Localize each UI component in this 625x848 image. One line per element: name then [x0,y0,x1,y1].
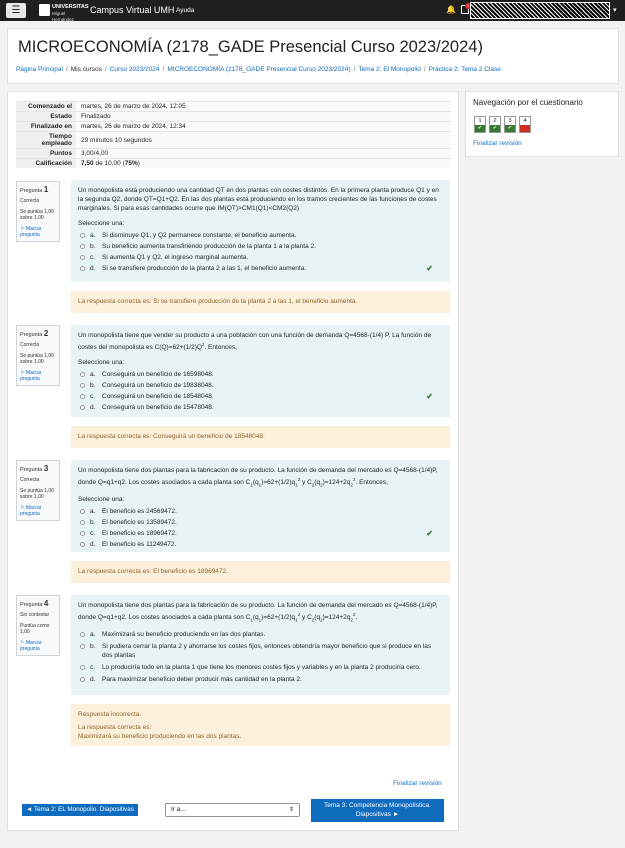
check-icon: ✔ [490,125,500,132]
user-avatar-redacted[interactable] [470,2,610,19]
finish-review-link[interactable]: Finalizar revisión [393,780,442,787]
breadcrumb-quiz[interactable]: Práctica 2: Tema 2 Clase [428,66,501,73]
question-2-feedback: La respuesta correcta es: Conseguirá un beneficio de 18548048. [71,426,450,448]
radio-icon [80,644,85,649]
breadcrumb-my-courses: Mis cursos [70,66,102,73]
check-icon: ✔ [505,125,515,132]
help-menu[interactable]: Ayuda [176,7,195,14]
radio-icon [80,255,85,260]
umh-logo[interactable] [39,3,89,22]
radio-icon [80,266,85,271]
prev-activity-button[interactable]: ◄ Tema 2: EL Monopolio. Diapositivas [22,804,138,816]
question-status: Correcta [20,198,40,204]
question-1-content: Un monopolista está produciendo una cantidad QT en dos plantas con costes distintos. En la primera planta produce Q1 y en la segunda Q2, donde QT=Q1+Q2. En las dos plantas está produciendo en los tramos crecientes de las funciones de costes marginales. Si para esas cantidades ocurre que IM(QT)>CM1(Q1)<CM2(Q2) Seleccione una: a. Si disminuye Q1, y Q2 permanece constante, el beneficio aumenta. b. Su beneficio aumenta transfiriendo producción de la planta 1 a la planta 2. c. Si aumenta Q1 y Q2, el ingreso marginal aumenta. d. Si se transfiere producción de la planta 2 a las 1, el beneficio aumenta. ✔ [71,180,450,282]
bell-icon[interactable]: 🔔 [446,5,456,14]
flag-icon: ⚐ [20,370,25,376]
breadcrumb-topic[interactable]: Tema 2: El Monopolio [358,66,421,73]
quiz-nav-button-2[interactable]: 2 ✔ [489,116,501,133]
quiz-navigation-title: Navegación por el cuestionario [473,98,583,107]
radio-icon [80,244,85,249]
breadcrumb-course[interactable]: MICROECONOMÍA (2178_GADE Presencial Curso 2023/2024) [167,66,351,73]
answer-option[interactable]: a. Si disminuye Q1, y Q2 permanece constante, el beneficio aumenta. [78,231,443,242]
question-mark: Se puntúa 1,00 sobre 1,00 [20,209,54,221]
question-4-feedback: Respuesta incorrecta. La respuesta correcta es: Maximizará su beneficio produciendo en las dos plantas. [71,704,450,746]
answer-option[interactable]: a. Maximizará su beneficio produciendo en las dos plantas. [78,630,443,639]
answer-option[interactable]: c. Si aumenta Q1 y Q2, el ingreso marginal aumenta. [78,253,443,264]
answer-option[interactable]: d. El beneficio es 11249472. [78,540,443,551]
question-3-content: Un monopolista tiene dos plantas para la fabricación de su producto. La función de demanda del mercado es Q=4568-(1/4)P, donde Q=q1+q2. Los costes asociados a cada planta son $C_1(q_1)=62+(1/2)q_1^2$ y $C_2(q_2)=124+2q_2^2$. Entonces, Seleccione una: a. El beneficio es 24569472. b. El beneficio es 13589472. c. El beneficio es 18969472. ✔ d. El beneficio es 11249472. [71,460,450,552]
radio-icon [80,632,85,637]
logo-line-2: Miguel Hernández [52,10,75,22]
page-header [7,28,619,84]
jump-to-select[interactable]: Ir a... ⇕ [165,803,300,817]
answer-option[interactable]: d. Para maximizar beneficio deber producir más cantidad en la planta 2. [78,675,443,684]
check-icon: ✔ [426,264,433,273]
quiz-navigation [465,91,619,157]
breadcrumb: Página Principal / Mis cursos / Curso 2023/2024 / MICROECONOMÍA (2178_GADE Presencial Curso 2023/2024) / Tema 2: El Monopolio / Práctica 2: Tema 2 Clase [16,66,501,73]
answer-option[interactable]: a. Conseguirá un beneficio de 16598048. [78,370,443,381]
site-brand[interactable]: Campus Virtual UMH [90,5,175,15]
flag-question[interactable]: ⚐ Marcar pregunta [20,226,42,238]
flag-icon: ⚐ [20,226,25,232]
answer-option[interactable]: b. Conseguirá un beneficio de 19838048. [78,381,443,392]
summary-row: Estado Finalizado [16,112,451,122]
question-2-content: Un monopolista tiene que vender su producto a una población con una función de demanda Q=4568-(1/4) P. La función de costes del monopolista es $C(Q)=62+(1/2)Q^2$. Entonces, Seleccione una: a. Conseguirá un beneficio de 16598048. b. Conseguirá un beneficio de 19838048. c. Conseguirá un beneficio de 18548048. ✔ d. Conseguirá un beneficio de 15478048. [71,325,450,417]
quiz-nav-button-4[interactable]: 4 [519,116,531,133]
select-arrows-icon: ⇕ [288,807,294,813]
answer-option[interactable]: a. El beneficio es 24569472. [78,507,443,518]
chevron-down-icon[interactable]: ▾ [613,7,617,14]
quiz-nav-button-1[interactable]: 1 ✔ [474,116,486,133]
answer-option[interactable]: d. Conseguirá un beneficio de 15478048. [78,403,443,414]
flag-question[interactable]: ⚐ Marcar pregunta [20,640,42,652]
question-4-content [71,595,450,695]
breadcrumb-home[interactable]: Página Principal [16,66,63,73]
question-text: Un monopolista tiene dos plantas para la fabricación de su producto. La función de demanda del mercado es Q=4568-(1/4)P, donde Q=q1+q2. Los costes asociados a cada planta son $C_1(q_1)=62+(1/2)q_1^2$ y $C_2(q_2)=124+2q_2^2$. [78,602,438,623]
summary-row: Finalizado en martes, 26 de marzo de 2024, 12:34 [16,122,451,132]
answer-option[interactable]: c. El beneficio es 18969472. ✔ [78,529,443,540]
summary-row: Puntos 3,00/4,00 [16,149,451,159]
answer-option[interactable]: b. Si pudiera cerrar la planta 2 y ahorrarse los costes fijos, entonces obtendría mayor beneficio que si produce en las dos plantas [78,642,443,660]
flag-question[interactable]: ⚐ Marcar pregunta [20,505,42,517]
check-icon: ✔ [475,125,485,132]
flag-icon: ⚐ [20,505,25,511]
radio-icon [80,531,85,536]
quiz-nav-button-3[interactable]: 3 ✔ [504,116,516,133]
question-3-info: Pregunta 3 Correcta Se puntúa 1,00 sobre 1,00 ⚐ Marcar pregunta [16,460,60,521]
question-1-feedback: La respuesta correcta es: Si se transfiere producción de la planta 2 a las 1, el beneficio aumenta. [71,291,450,313]
summary-row: Comenzado el martes, 26 de marzo de 2024, 12:05 [16,102,451,112]
answer-option[interactable]: b. Su beneficio aumenta transfiriendo producción de la planta 1 a la planta 2. [78,242,443,253]
radio-icon [80,542,85,547]
radio-icon [80,383,85,388]
check-icon: ✔ [426,392,433,402]
summary-row: Calificación 7,50 de 10,00 (75%) [16,159,451,169]
question-text: Un monopolista está produciendo una cantidad QT en dos plantas con costes distintos. En la primera planta produce Q1 y en la segunda Q2, donde QT=Q1+Q2. En las dos plantas está produciendo en los tramos crecientes de las funciones de costes marginales. Si para esas cantidades ocurre que IM(QT)>CM1(Q1)<CM2(Q2) [78,187,439,212]
radio-icon [80,665,85,670]
notification-badge: 1 [466,3,470,8]
radio-icon [80,372,85,377]
page-title: MICROECONOMÍA (2178_GADE Presencial Curso 2023/2024) [18,38,483,56]
radio-icon [80,677,85,682]
radio-icon [80,394,85,399]
summary-row: Tiempo empleado 29 minutos 10 segundos [16,132,451,149]
question-1-info: Pregunta 1 Correcta Se puntúa 1,00 sobre 1,00 ⚐ Marcar pregunta [16,181,60,242]
answer-option[interactable]: c. Conseguirá un beneficio de 18548048. ✔ [78,392,443,403]
question-text: Un monopolista tiene dos plantas para la fabricación de su producto. La función de demanda del mercado es Q=4568-(1/4)P, donde Q=q1+q2. Los costes asociados a cada planta son $C_1(q_1)=62+(1/2)q_1^2$ y $C_2(q_2)=124+2q_2^2$. Entonces, [78,467,438,488]
flag-question[interactable]: ⚐ Marcar pregunta [20,370,42,382]
answer-option[interactable]: d. Si se transfiere producción de la planta 2 a las 1, el beneficio aumenta. ✔ [78,264,443,275]
radio-icon [80,509,85,514]
incorrect-marker [520,125,530,132]
next-activity-button[interactable]: Tema 3: Competencia Monopolística. Diapositivas ► [311,799,444,822]
question-3-feedback: La respuesta correcta es: El beneficio es 18969472. [71,561,450,583]
radio-icon [80,233,85,238]
logo-line-1: UNIVERSITAS [52,4,89,10]
messages-icon[interactable] [461,5,469,14]
radio-icon [80,405,85,410]
question-text: Un monopolista tiene que vender su producto a una población con una función de demanda Q=4568-(1/4) P. La función de costes del monopolista es $C(Q)=62+(1/2)Q^2$. Entonces, [78,332,432,352]
attempt-summary [16,101,451,168]
answer-option[interactable]: c. Lo produciría todo en la planta 1 que tiene los menores costes fijos y variables y en la planta 2 produciría cero. [78,663,443,672]
top-navbar [0,0,625,21]
question-2-info: Pregunta 2 Correcta Se puntúa 1,00 sobre 1,00 ⚐ Marcar pregunta [16,325,60,386]
breadcrumb-year[interactable]: Curso 2023/2024 [109,66,160,73]
flag-icon: ⚐ [20,640,25,646]
radio-icon [80,520,85,525]
question-4-info: Pregunta 4 Sin contestar Puntúa como 1,00 ⚐ Marcar pregunta [16,595,60,656]
check-icon: ✔ [426,529,433,539]
hamburger-icon[interactable]: ☰ [6,3,26,18]
logo-mark [39,4,50,16]
finish-review-link-nav[interactable]: Finalizar revisión [473,140,522,147]
answer-option[interactable]: b. El beneficio es 13589472. [78,518,443,529]
